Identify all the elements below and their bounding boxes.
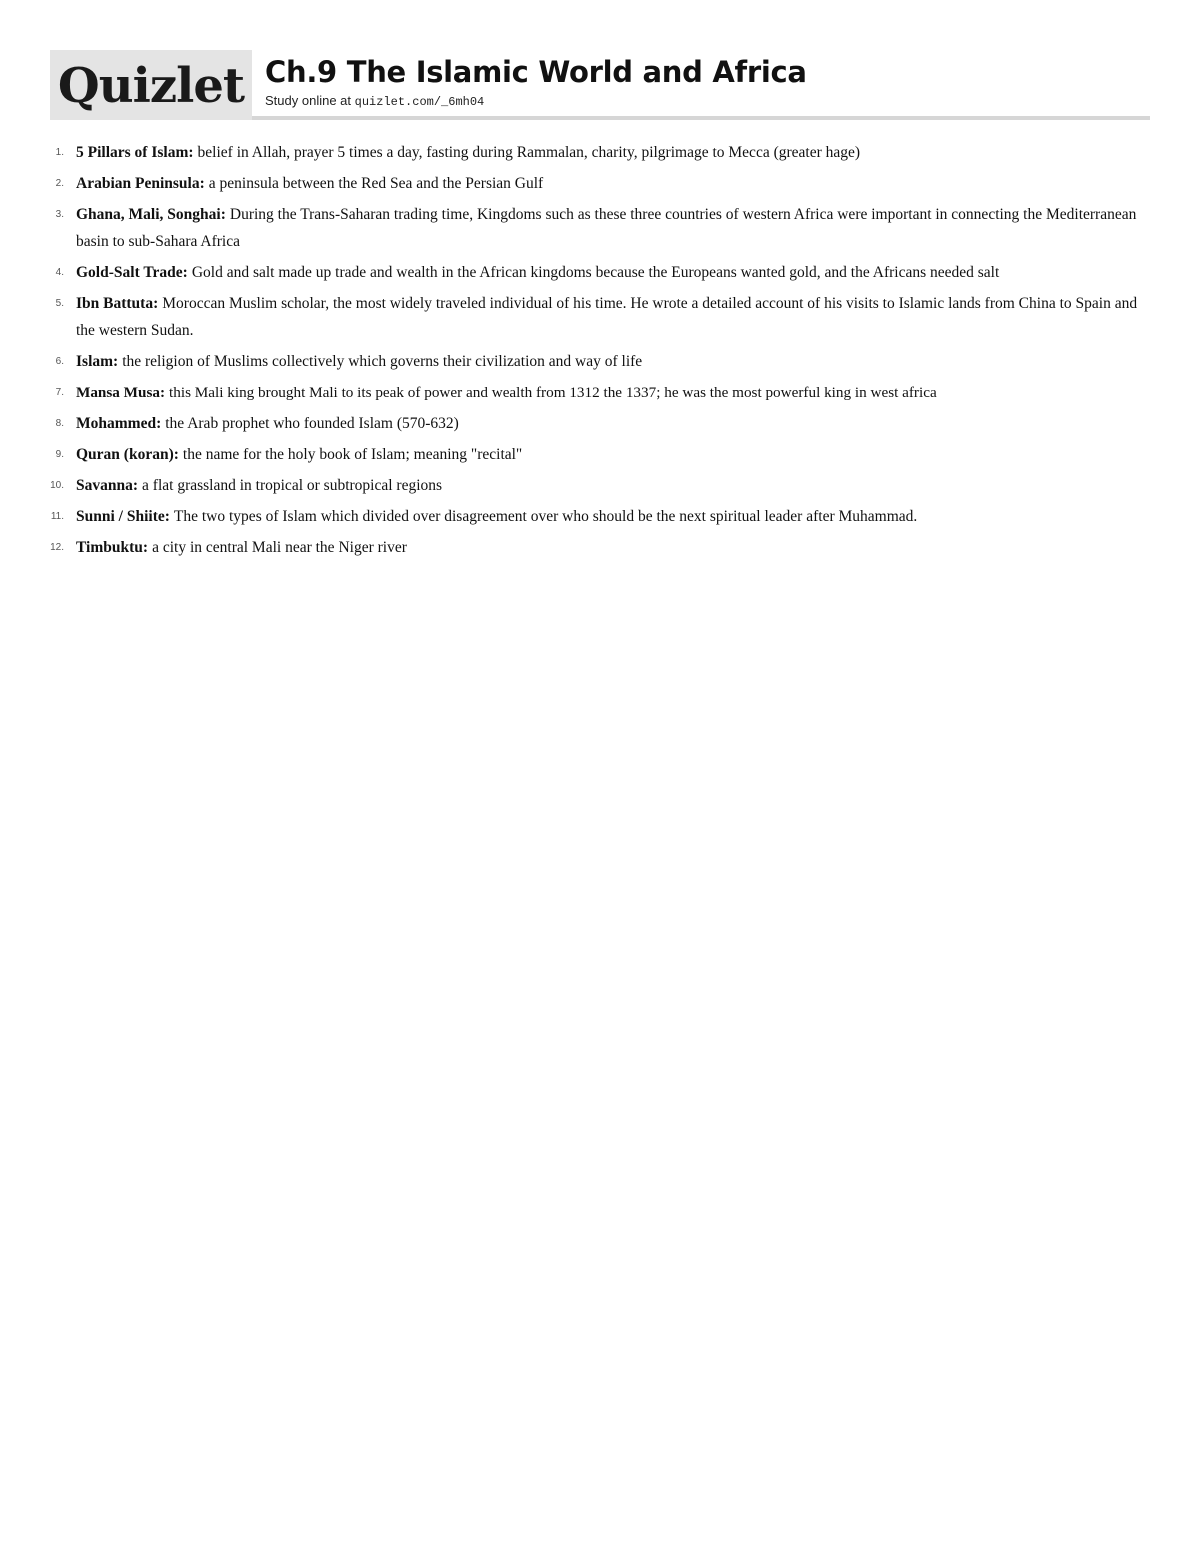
- term-item: [50, 441, 1150, 468]
- term-number: 2 .: [50, 170, 64, 197]
- term-item: [50, 472, 1150, 499]
- term-name: 5 Pillars of Islam:: [76, 144, 194, 161]
- term-number: 10 .: [50, 472, 64, 499]
- quizlet-logo: [50, 50, 252, 120]
- term-number: 5 .: [50, 290, 64, 317]
- term-number: 12 .: [50, 534, 64, 561]
- term-number: 11 .: [50, 503, 64, 530]
- term-number: 3 .: [50, 201, 64, 228]
- term-definition: this Mali king brought Mali to its peak of power and wealth from 1312 the 1337; he was the most powerful king in west africa: [169, 384, 937, 401]
- header-divider: [252, 116, 1150, 120]
- term-definition: belief in Allah, prayer 5 times a day, fasting during Rammalan, charity, pilgrimage to Mecca (greater hage): [197, 144, 861, 161]
- term-definition: a peninsula between the Red Sea and the Persian Gulf: [208, 175, 544, 192]
- term-definition: The two types of Islam which divided over disagreement over who should be the next spiritual leader after Muhammad.: [173, 508, 918, 525]
- term-item: [50, 503, 1150, 530]
- term-item: [50, 348, 1150, 375]
- term-number: 6 .: [50, 348, 64, 375]
- study-online-line: [265, 93, 807, 109]
- logo-text: Quizlet: [57, 58, 245, 114]
- study-url-link[interactable]: quizlet.com/_6mh04: [354, 95, 485, 109]
- term-definition: the Arab prophet who founded Islam (570-632): [165, 415, 459, 432]
- term-name: Ibn Battuta:: [76, 295, 159, 312]
- term-item: [50, 259, 1150, 286]
- term-name: Timbuktu:: [76, 539, 149, 556]
- term-definition: Moroccan Muslim scholar, the most widely traveled individual of his time. He wrote a detailed account of his visits to Islamic lands from China to Spain and the western Sudan.: [76, 295, 1138, 339]
- title-block: [265, 54, 807, 109]
- term-name: Mohammed:: [76, 415, 162, 432]
- term-number: 7 .: [50, 379, 64, 406]
- term-item: [50, 534, 1150, 561]
- document-header: [50, 50, 1150, 122]
- term-item: [50, 379, 1150, 406]
- term-definition: a flat grassland in tropical or subtropical regions: [142, 477, 443, 494]
- term-name: Sunni / Shiite:: [76, 508, 170, 525]
- term-list: [50, 139, 1150, 565]
- term-name: Arabian Peninsula:: [76, 175, 205, 192]
- term-number: 9 .: [50, 441, 64, 468]
- term-name: Mansa Musa:: [76, 384, 166, 401]
- term-definition: the name for the holy book of Islam; meaning "recital": [182, 446, 523, 463]
- term-item: [50, 290, 1150, 344]
- term-item: [50, 410, 1150, 437]
- term-name: Islam:: [76, 353, 119, 370]
- term-number: 8 .: [50, 410, 64, 437]
- term-definition: a city in central Mali near the Niger river: [152, 539, 407, 556]
- term-definition: the religion of Muslims collectively which governs their civilization and way of life: [122, 353, 643, 370]
- term-item: [50, 139, 1150, 166]
- term-definition: During the Trans-Saharan trading time, Kingdoms such as these three countries of western Africa were important in connecting the Mediterranean basin to sub-Sahara Africa: [76, 206, 1137, 250]
- term-number: 1 .: [50, 139, 64, 166]
- page-title: Ch.9 The Islamic World and Africa: [265, 55, 807, 89]
- study-prefix: Study online at: [265, 93, 352, 108]
- term-number: 4 .: [50, 259, 64, 286]
- term-name: Ghana, Mali, Songhai:: [76, 206, 226, 223]
- term-name: Savanna:: [76, 477, 139, 494]
- term-item: [50, 170, 1150, 197]
- term-item: [50, 201, 1150, 255]
- term-name: Quran (koran):: [76, 446, 179, 463]
- term-definition: Gold and salt made up trade and wealth in the African kingdoms because the Europeans wanted gold, and the Africans needed salt: [191, 264, 1000, 281]
- term-name: Gold-Salt Trade:: [76, 264, 188, 281]
